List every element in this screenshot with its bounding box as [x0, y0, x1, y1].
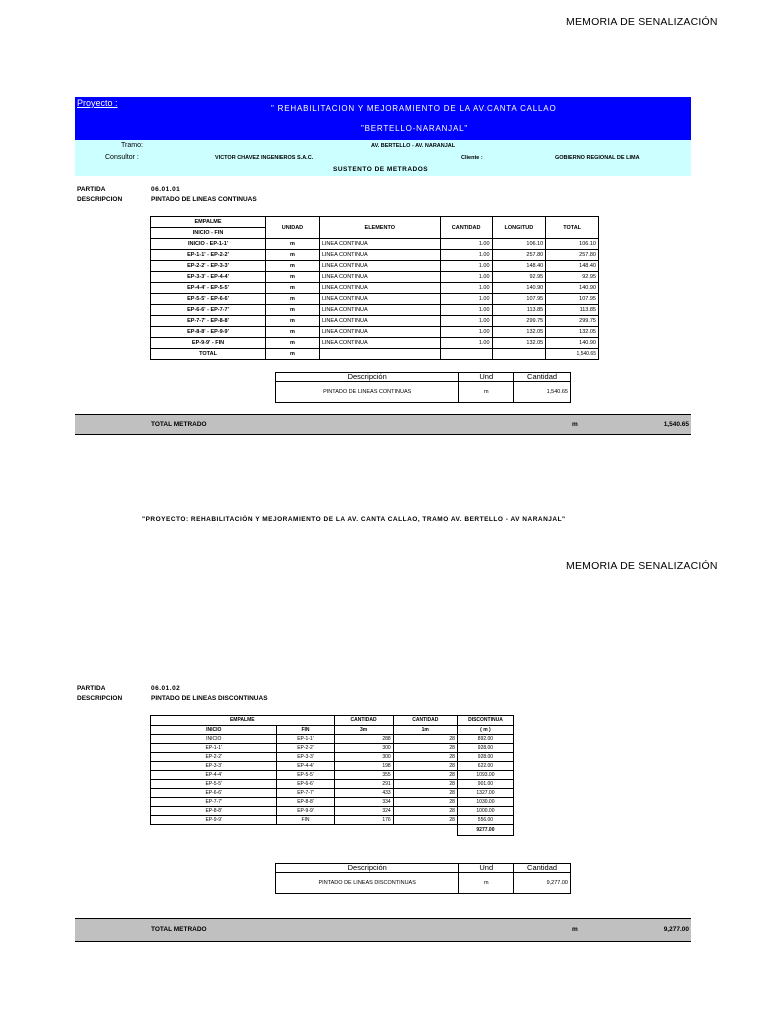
table-row: [151, 327, 599, 338]
cell-fin: EP-2-2': [277, 744, 334, 753]
header-cantidad: CANTIDAD: [440, 217, 492, 239]
cell-discontinua: 622.00: [457, 762, 513, 771]
cell-tramo: EP-5-5' - EP-6-6': [151, 294, 266, 305]
header-discontinua: DISCONTINUA: [457, 716, 513, 726]
cell-unidad: m: [266, 261, 320, 272]
discontinuas-table: [150, 715, 514, 836]
cell-unidad: m: [266, 327, 320, 338]
total-metrado-bar-1: [75, 414, 691, 435]
total-metrado-label: TOTAL METRADO: [151, 926, 207, 933]
summary-header-und: Und: [459, 864, 514, 873]
summary-cantidad: 9,277.00: [514, 873, 571, 894]
table-row: [151, 780, 514, 789]
cell-unidad: m: [266, 294, 320, 305]
cell-fin: EP-4-4': [277, 762, 334, 771]
cell-1m: 28: [393, 753, 457, 762]
cell-total: 148.40: [546, 261, 599, 272]
partida-label-2: PARTIDA: [77, 685, 106, 692]
project-title-line2: "BERTELLO-NARANJAL": [361, 124, 468, 133]
cell-fin: EP-9-9': [277, 807, 334, 816]
continuas-summary: [275, 372, 571, 403]
header-cantidad-1m: CANTIDAD: [393, 716, 457, 726]
cell-fin: EP-3-3': [277, 753, 334, 762]
table-row: [151, 316, 599, 327]
consultor-value: VICTOR CHAVEZ INGENIEROS S.A.C.: [215, 155, 314, 161]
cell-elemento: LINEA CONTINUA: [319, 239, 440, 250]
cell-longitud: 148.40: [492, 261, 546, 272]
cell-inicio: EP-9-9': [151, 816, 277, 825]
cell-elemento: LINEA CONTINUA: [319, 316, 440, 327]
cell-unidad: m: [266, 316, 320, 327]
cell-3m: 198: [334, 762, 393, 771]
cell-tramo: EP-8-8' - EP-9-9': [151, 327, 266, 338]
cell-longitud: 132.05: [492, 338, 546, 349]
project-info-band: [75, 140, 691, 176]
descripcion-label-2: DESCRIPCION: [77, 695, 123, 702]
cell-total: 107.95: [546, 294, 599, 305]
cell-discontinua: 1327.00: [457, 789, 513, 798]
consultor-label: Consultor :: [105, 154, 139, 161]
cell-tramo: EP-1-1' - EP-2-2': [151, 250, 266, 261]
summary-descripcion: PINTADO DE LINEAS DISCONTINUAS: [276, 873, 459, 894]
cell-elemento: LINEA CONTINUA: [319, 294, 440, 305]
cell-elemento: LINEA CONTINUA: [319, 305, 440, 316]
cell-fin: EP-7-7': [277, 789, 334, 798]
table-row: [151, 771, 514, 780]
header-inicio-fin: INICIO - FIN: [151, 228, 266, 239]
table-row: [151, 753, 514, 762]
table-row: [151, 283, 599, 294]
table-row: [151, 250, 599, 261]
cell-total: 140.90: [546, 338, 599, 349]
cell-tramo: EP-2-2' - EP-3-3': [151, 261, 266, 272]
table-row: [151, 735, 514, 744]
cell-3m: 300: [334, 744, 393, 753]
cell-fin: EP-5-5': [277, 771, 334, 780]
cell-3m: 355: [334, 771, 393, 780]
project-footer-title: "PROYECTO: REHABILITACIÓN Y MEJORAMIENTO DE LA AV. CANTA CALLAO, TRAMO AV. BERTELLO - AV NARANJAL": [142, 516, 566, 523]
cell-unidad: m: [266, 283, 320, 294]
memoria-title: MEMORIA DE SENALIZACIÓN: [566, 16, 718, 28]
cell-1m: 28: [393, 780, 457, 789]
table-row: [151, 305, 599, 316]
table-total-row: [151, 349, 599, 360]
cell-inicio: EP-3-3': [151, 762, 277, 771]
cell-inicio: EP-8-8': [151, 807, 277, 816]
tramo-label: Tramo:: [121, 142, 143, 149]
header-elemento: ELEMENTO: [319, 217, 440, 239]
discontinua-total: 9277.00: [457, 825, 513, 836]
cell-longitud: 257.80: [492, 250, 546, 261]
summary-header-cantidad: Cantidad: [514, 864, 571, 873]
partida-label-1: PARTIDA: [77, 186, 106, 193]
cell-total: 106.10: [546, 239, 599, 250]
cell-inicio: INICIO: [151, 735, 277, 744]
cell-1m: 28: [393, 798, 457, 807]
total-metrado-unit: m: [572, 421, 578, 428]
table-row: [151, 816, 514, 825]
cell-unidad: m: [266, 305, 320, 316]
cell-tramo: EP-7-7' - EP-8-8': [151, 316, 266, 327]
cell-unidad: m: [266, 250, 320, 261]
total-metrado-bar-2: [75, 918, 691, 942]
cell-tramo: EP-6-6' - EP-7-7': [151, 305, 266, 316]
table-row: [151, 239, 599, 250]
cell-cantidad: 1.00: [440, 272, 492, 283]
project-banner: [75, 97, 691, 140]
header-total: TOTAL: [546, 217, 599, 239]
header-empalme: EMPALME: [151, 716, 335, 726]
cell-total: 113.85: [546, 305, 599, 316]
cell-cantidad: 1.00: [440, 316, 492, 327]
cell-inicio: EP-5-5': [151, 780, 277, 789]
total-metrado-value: 9,277.00: [663, 926, 689, 933]
cell-3m: 324: [334, 807, 393, 816]
descripcion-label-1: DESCRIPCION: [77, 196, 123, 203]
tramo-value: AV. BERTELLO - AV. NARANJAL: [371, 143, 456, 149]
cell-1m: 28: [393, 807, 457, 816]
cell-longitud: 106.10: [492, 239, 546, 250]
cell-longitud: 132.05: [492, 327, 546, 338]
summary-header-descripcion: Descripción: [276, 373, 459, 382]
cell-1m: 28: [393, 789, 457, 798]
table-row: [151, 338, 599, 349]
cell-3m: 288: [334, 735, 393, 744]
cell-inicio: EP-6-6': [151, 789, 277, 798]
project-label: Proyecto :: [77, 98, 118, 108]
cell-inicio: EP-7-7': [151, 798, 277, 807]
cell-total: 132.05: [546, 327, 599, 338]
memoria-title-2: MEMORIA DE SENALIZACIÓN: [566, 560, 718, 572]
cell-cantidad: 1.00: [440, 239, 492, 250]
table-row: [151, 789, 514, 798]
total-metrado-value: 1,540.65: [663, 421, 689, 428]
cell-inicio: EP-1-1': [151, 744, 277, 753]
cell-tramo: INICIO - EP-1-1': [151, 239, 266, 250]
cell-3m: 291: [334, 780, 393, 789]
cell-1m: 28: [393, 735, 457, 744]
cell-longitud: 140.90: [492, 283, 546, 294]
cell-cantidad: 1.00: [440, 294, 492, 305]
cell-3m: 300: [334, 753, 393, 762]
cell-1m: 28: [393, 816, 457, 825]
cell-total: 92.95: [546, 272, 599, 283]
cell-total: 299.75: [546, 316, 599, 327]
continuas-table: [150, 216, 599, 360]
summary-header-descripcion: Descripción: [276, 864, 459, 873]
cell-3m: 334: [334, 798, 393, 807]
project-title-line1: " REHABILITACION Y MEJORAMIENTO DE LA AV.CANTA CALLAO: [271, 104, 557, 113]
table-row: [151, 798, 514, 807]
sustento-title: SUSTENTO DE METRADOS: [333, 166, 429, 173]
descripcion-value-1: PINTADO DE LINEAS CONTINUAS: [151, 196, 257, 203]
cell-elemento: LINEA CONTINUA: [319, 261, 440, 272]
header-inicio: INICIO: [151, 726, 277, 735]
cell-inicio: EP-2-2': [151, 753, 277, 762]
cell-discontinua: 1030.00: [457, 798, 513, 807]
header-longitud: LONGITUD: [492, 217, 546, 239]
cell-3m: 176: [334, 816, 393, 825]
total-unidad: m: [266, 349, 320, 360]
cell-fin: EP-6-6': [277, 780, 334, 789]
summary-cantidad: 1,540.65: [514, 382, 571, 403]
cell-discontinua: 928.00: [457, 744, 513, 753]
cell-cantidad: 1.00: [440, 250, 492, 261]
cell-unidad: m: [266, 239, 320, 250]
cell-total: 140.90: [546, 283, 599, 294]
cell-longitud: 113.85: [492, 305, 546, 316]
cell-discontinua: 1093.00: [457, 771, 513, 780]
cell-fin: EP-8-8': [277, 798, 334, 807]
header-fin: FIN: [277, 726, 334, 735]
total-value: 1,540.65: [546, 349, 599, 360]
discontinuas-summary: [275, 863, 571, 894]
partida-value-2: 06.01.02: [151, 685, 181, 692]
header-cantidad-3m: CANTIDAD: [334, 716, 393, 726]
cell-tramo: EP-4-4' - EP-5-5': [151, 283, 266, 294]
header-disc-unit: ( m ): [457, 726, 513, 735]
cliente-value: GOBIERNO REGIONAL DE LIMA: [555, 155, 640, 161]
cell-unidad: m: [266, 338, 320, 349]
cell-elemento: LINEA CONTINUA: [319, 272, 440, 283]
table-row: [151, 762, 514, 771]
cell-elemento: LINEA CONTINUA: [319, 283, 440, 294]
cell-elemento: LINEA CONTINUA: [319, 327, 440, 338]
header-empalme: EMPALME: [151, 217, 266, 228]
summary-und: m: [459, 382, 514, 403]
cell-elemento: LINEA CONTINUA: [319, 250, 440, 261]
partida-value-1: 06.01.01: [151, 186, 181, 193]
header-unidad: UNIDAD: [266, 217, 320, 239]
summary-und: m: [459, 873, 514, 894]
cell-discontinua: 556.00: [457, 816, 513, 825]
cell-cantidad: 1.00: [440, 261, 492, 272]
cell-elemento: LINEA CONTINUA: [319, 338, 440, 349]
cell-fin: EP-1-1': [277, 735, 334, 744]
cell-longitud: 107.95: [492, 294, 546, 305]
cell-cantidad: 1.00: [440, 305, 492, 316]
table-row: [151, 807, 514, 816]
cell-longitud: 92.95: [492, 272, 546, 283]
cell-longitud: 299.75: [492, 316, 546, 327]
cell-cantidad: 1.00: [440, 338, 492, 349]
summary-header-und: Und: [459, 373, 514, 382]
table-row: [151, 744, 514, 753]
cliente-label: Cliente :: [461, 155, 483, 161]
total-metrado-unit: m: [572, 926, 578, 933]
cell-cantidad: 1.00: [440, 327, 492, 338]
total-label: TOTAL: [151, 349, 266, 360]
summary-descripcion: PINTADO DE LINEAS CONTINUAS: [276, 382, 459, 403]
cell-1m: 28: [393, 762, 457, 771]
cell-total: 257.80: [546, 250, 599, 261]
cell-discontinua: 1000.00: [457, 807, 513, 816]
cell-discontinua: 928.00: [457, 753, 513, 762]
cell-inicio: EP-4-4': [151, 771, 277, 780]
cell-unidad: m: [266, 272, 320, 283]
table-row: [151, 294, 599, 305]
cell-tramo: EP-3-3' - EP-4-4': [151, 272, 266, 283]
table-row: [151, 261, 599, 272]
header-3m: 3m: [334, 726, 393, 735]
table-total-row: [151, 825, 514, 836]
cell-1m: 28: [393, 771, 457, 780]
header-1m: 1m: [393, 726, 457, 735]
table-row: [151, 272, 599, 283]
summary-header-cantidad: Cantidad: [514, 373, 571, 382]
cell-cantidad: 1.00: [440, 283, 492, 294]
cell-tramo: EP-9-9' - FIN: [151, 338, 266, 349]
cell-1m: 28: [393, 744, 457, 753]
total-metrado-label: TOTAL METRADO: [151, 421, 207, 428]
cell-discontinua: 892.00: [457, 735, 513, 744]
cell-fin: FIN: [277, 816, 334, 825]
cell-3m: 433: [334, 789, 393, 798]
cell-discontinua: 901.00: [457, 780, 513, 789]
descripcion-value-2: PINTADO DE LINEAS DISCONTINUAS: [151, 695, 268, 702]
